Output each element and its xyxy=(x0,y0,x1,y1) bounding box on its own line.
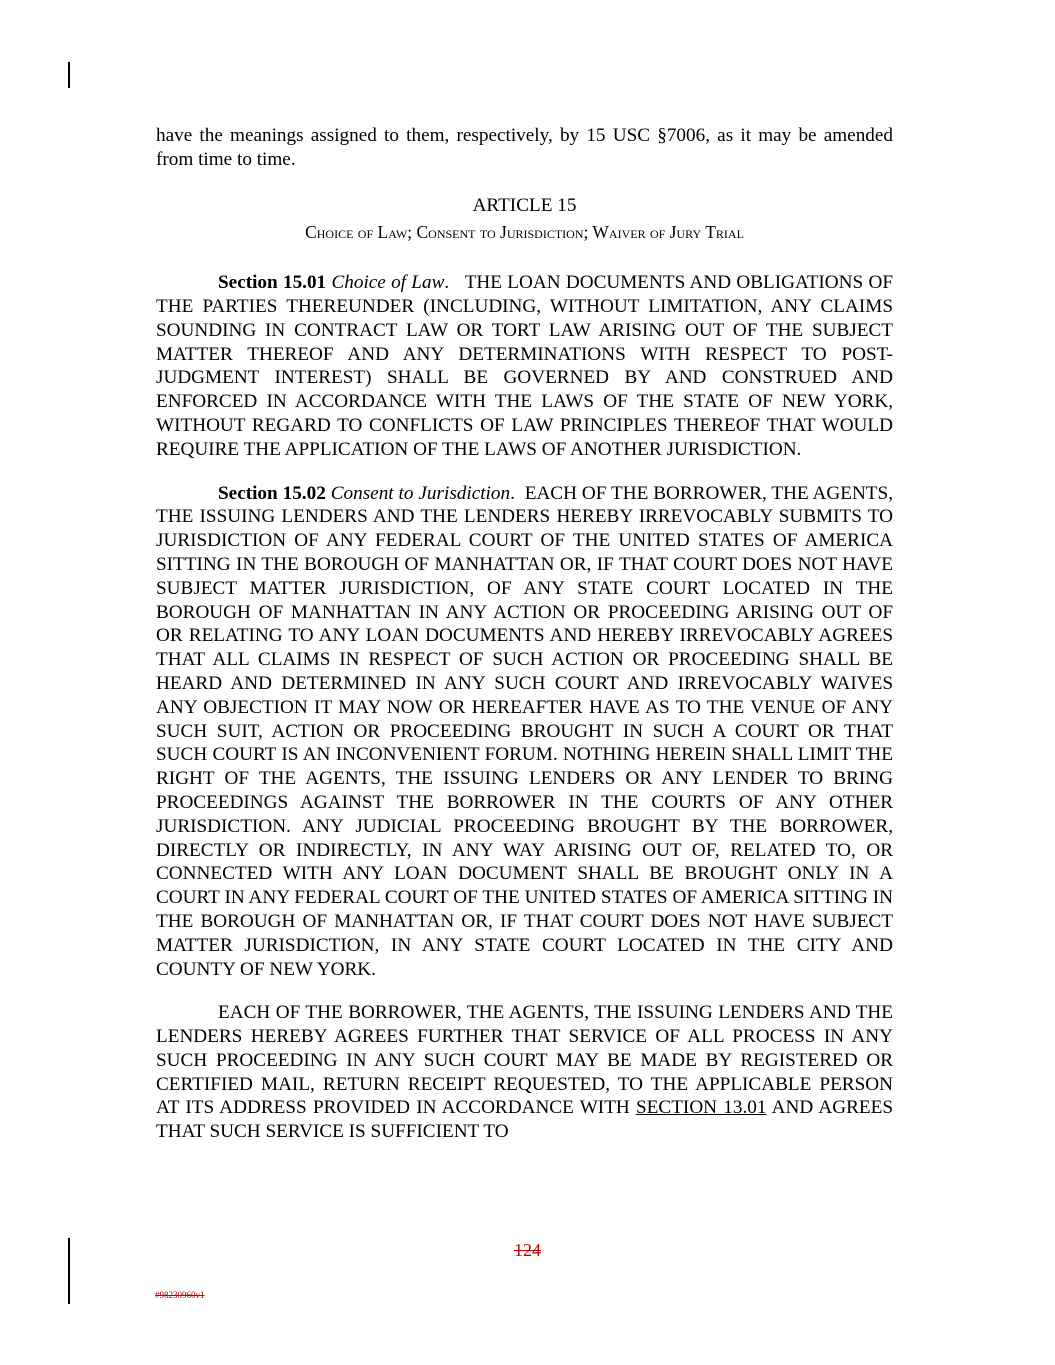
section-number: Section 15.02 xyxy=(218,482,326,504)
revision-bar-top xyxy=(68,62,70,88)
service-text-after: AND AGREES THAT SUCH SERVICE IS SUFFICIENT TO xyxy=(156,1097,893,1143)
article-title: ARTICLE 15 xyxy=(472,194,577,216)
document-body xyxy=(156,124,893,1144)
continuation-paragraph: have the meanings assigned to them, respectively, by 15 USC §7006, as it may be amended from time to time. xyxy=(156,125,893,170)
page-number: 124 xyxy=(514,1240,541,1260)
section-15-01: Section 15.01 Choice of Law. THE LOAN DOCUMENTS AND OBLIGATIONS OF THE PARTIES THEREUNDER (INCLUDING, WITHOUT LIMITATION, ANY CLAIMS SOUNDING IN CONTRACT LAW OR TORT LAW ARISING OUT OF THE SUBJECT MATTER THEREOF AND ANY DETERMINATIONS WITH RESPECT TO POST-JUDGMENT INTEREST) SHALL BE GOVERNED BY AND CONSTRUED AND ENFORCED IN ACCORDANCE WITH THE LAWS OF THE STATE OF NEW YORK, WITHOUT REGARD TO CONFLICTS OF LAW PRINCIPLES THEREOF THAT WOULD REQUIRE THE APPLICATION OF THE LAWS OF ANOTHER JURISDICTION. xyxy=(156,272,894,460)
section-text: THE LOAN DOCUMENTS AND OBLIGATIONS OF THE PARTIES THEREUNDER (INCLUDING, WITHOUT LIMITATION, ANY CLAIMS SOUNDING IN CONTRACT LAW OR TORT LAW ARISING OUT OF THE SUBJECT MATTER THEREOF AND ANY DETERMINATIONS WITH RESPECT TO POST-JUDGMENT INTEREST) SHALL BE GOVERNED BY AND CONSTRUED AND ENFORCED IN ACCORDANCE WITH THE LAWS OF THE STATE OF NEW YORK, WITHOUT REGARD TO CONFLICTS OF LAW PRINCIPLES THEREOF THAT WOULD REQUIRE THE APPLICATION OF THE LAWS OF ANOTHER JURISDICTION. xyxy=(156,272,894,460)
service-text-before: EACH OF THE BORROWER, THE AGENTS, THE ISSUING LENDERS AND THE LENDERS HEREBY AGREES FURTHER THAT SERVICE OF ALL PROCESS IN ANY SUCH PROCEEDING IN ANY SUCH COURT MAY BE MADE BY REGISTERED OR CERTIFIED MAIL, RETURN RECEIPT REQUESTED, TO THE APPLICABLE PERSON AT ITS ADDRESS PROVIDED IN ACCORDANCE WITH xyxy=(156,1002,893,1119)
document-id: #98230960v1 xyxy=(155,1290,205,1300)
article-subtitle: Choice of Law; Consent to Jurisdiction; Waiver of Jury Trial xyxy=(305,222,744,243)
section-number: Section 15.01 xyxy=(218,272,327,294)
section-15-02: Section 15.02 Consent to Jurisdiction. EACH OF THE BORROWER, THE AGENTS, THE ISSUING LENDERS AND THE LENDERS HEREBY IRREVOCABLY SUBMITS TO JURISDICTION OF ANY FEDERAL COURT OF THE UNITED STATES OF AMERICA SITTING IN THE BOROUGH OF MANHATTAN OR, IF THAT COURT DOES NOT HAVE SUBJECT MATTER JURISDICTION, OF ANY STATE COURT LOCATED IN THE BOROUGH OF MANHATTAN IN ANY ACTION OR PROCEEDING ARISING OUT OF OR RELATING TO ANY LOAN DOCUMENTS AND HEREBY IRREVOCABLY AGREES THAT ALL CLAIMS IN RESPECT OF SUCH ACTION OR PROCEEDING SHALL BE HEARD AND DETERMINED IN ANY SUCH COURT AND IRREVOCABLY WAIVES ANY OBJECTION IT MAY NOW OR HEREAFTER HAVE AS TO THE VENUE OF ANY SUCH SUIT, ACTION OR PROCEEDING BROUGHT IN SUCH A COURT OR THAT SUCH COURT IS AN INCONVENIENT FORUM. NOTHING HEREIN SHALL LIMIT THE RIGHT OF THE AGENTS, THE ISSUING LENDERS OR ANY LENDER TO BRING PROCEEDINGS AGAINST THE BORROWER IN THE COURTS OF ANY OTHER JURISDICTION. ANY JUDICIAL PROCEEDING BROUGHT BY THE BORROWER, DIRECTLY OR INDIRECTLY, IN ANY WAY ARISING OUT OF, RELATED TO, OR CONNECTED WITH ANY LOAN DOCUMENT SHALL BE BROUGHT ONLY IN A COURT IN ANY FEDERAL COURT OF THE UNITED STATES OF AMERICA SITTING IN THE BOROUGH OF MANHATTAN OR, IF THAT COURT DOES NOT HAVE SUBJECT MATTER JURISDICTION, IN ANY STATE COURT LOCATED IN THE CITY AND COUNTY OF NEW YORK. xyxy=(156,482,893,980)
section-title: Consent to Jurisdiction xyxy=(330,482,511,504)
section-reference-link: SECTION 13.01 xyxy=(636,1097,767,1119)
service-paragraph xyxy=(156,1001,893,1144)
section-title: Choice of Law xyxy=(331,272,445,294)
section-text: EACH OF THE BORROWER, THE AGENTS, THE ISSUING LENDERS AND THE LENDERS HEREBY IRREVOCABLY SUBMITS TO JURISDICTION OF ANY FEDERAL COURT OF THE UNITED STATES OF AMERICA SITTING IN THE BOROUGH OF MANHATTAN OR, IF THAT COURT DOES NOT HAVE SUBJECT MATTER JURISDICTION, OF ANY STATE COURT LOCATED IN THE BOROUGH OF MANHATTAN IN ANY ACTION OR PROCEEDING ARISING OUT OF OR RELATING TO ANY LOAN DOCUMENTS AND HEREBY IRREVOCABLY AGREES THAT ALL CLAIMS IN RESPECT OF SUCH ACTION OR PROCEEDING SHALL BE HEARD AND DETERMINED IN ANY SUCH COURT AND IRREVOCABLY WAIVES ANY OBJECTION IT MAY NOW OR HEREAFTER HAVE AS TO THE VENUE OF ANY SUCH SUIT, ACTION OR PROCEEDING BROUGHT IN SUCH A COURT OR THAT SUCH COURT IS AN INCONVENIENT FORUM. NOTHING HEREIN SHALL LIMIT THE RIGHT OF THE AGENTS, THE ISSUING LENDERS OR ANY LENDER TO BRING PROCEEDINGS AGAINST THE BORROWER IN THE COURTS OF ANY OTHER JURISDICTION. ANY JUDICIAL PROCEEDING BROUGHT BY THE BORROWER, DIRECTLY OR INDIRECTLY, IN ANY WAY ARISING OUT OF, RELATED TO, OR CONNECTED WITH ANY LOAN DOCUMENT SHALL BE BROUGHT ONLY IN A COURT IN ANY FEDERAL COURT OF THE UNITED STATES OF AMERICA SITTING IN THE BOROUGH OF MANHATTAN OR, IF THAT COURT DOES NOT HAVE SUBJECT MATTER JURISDICTION, IN ANY STATE COURT LOCATED IN THE CITY AND COUNTY OF NEW YORK. xyxy=(156,482,893,980)
